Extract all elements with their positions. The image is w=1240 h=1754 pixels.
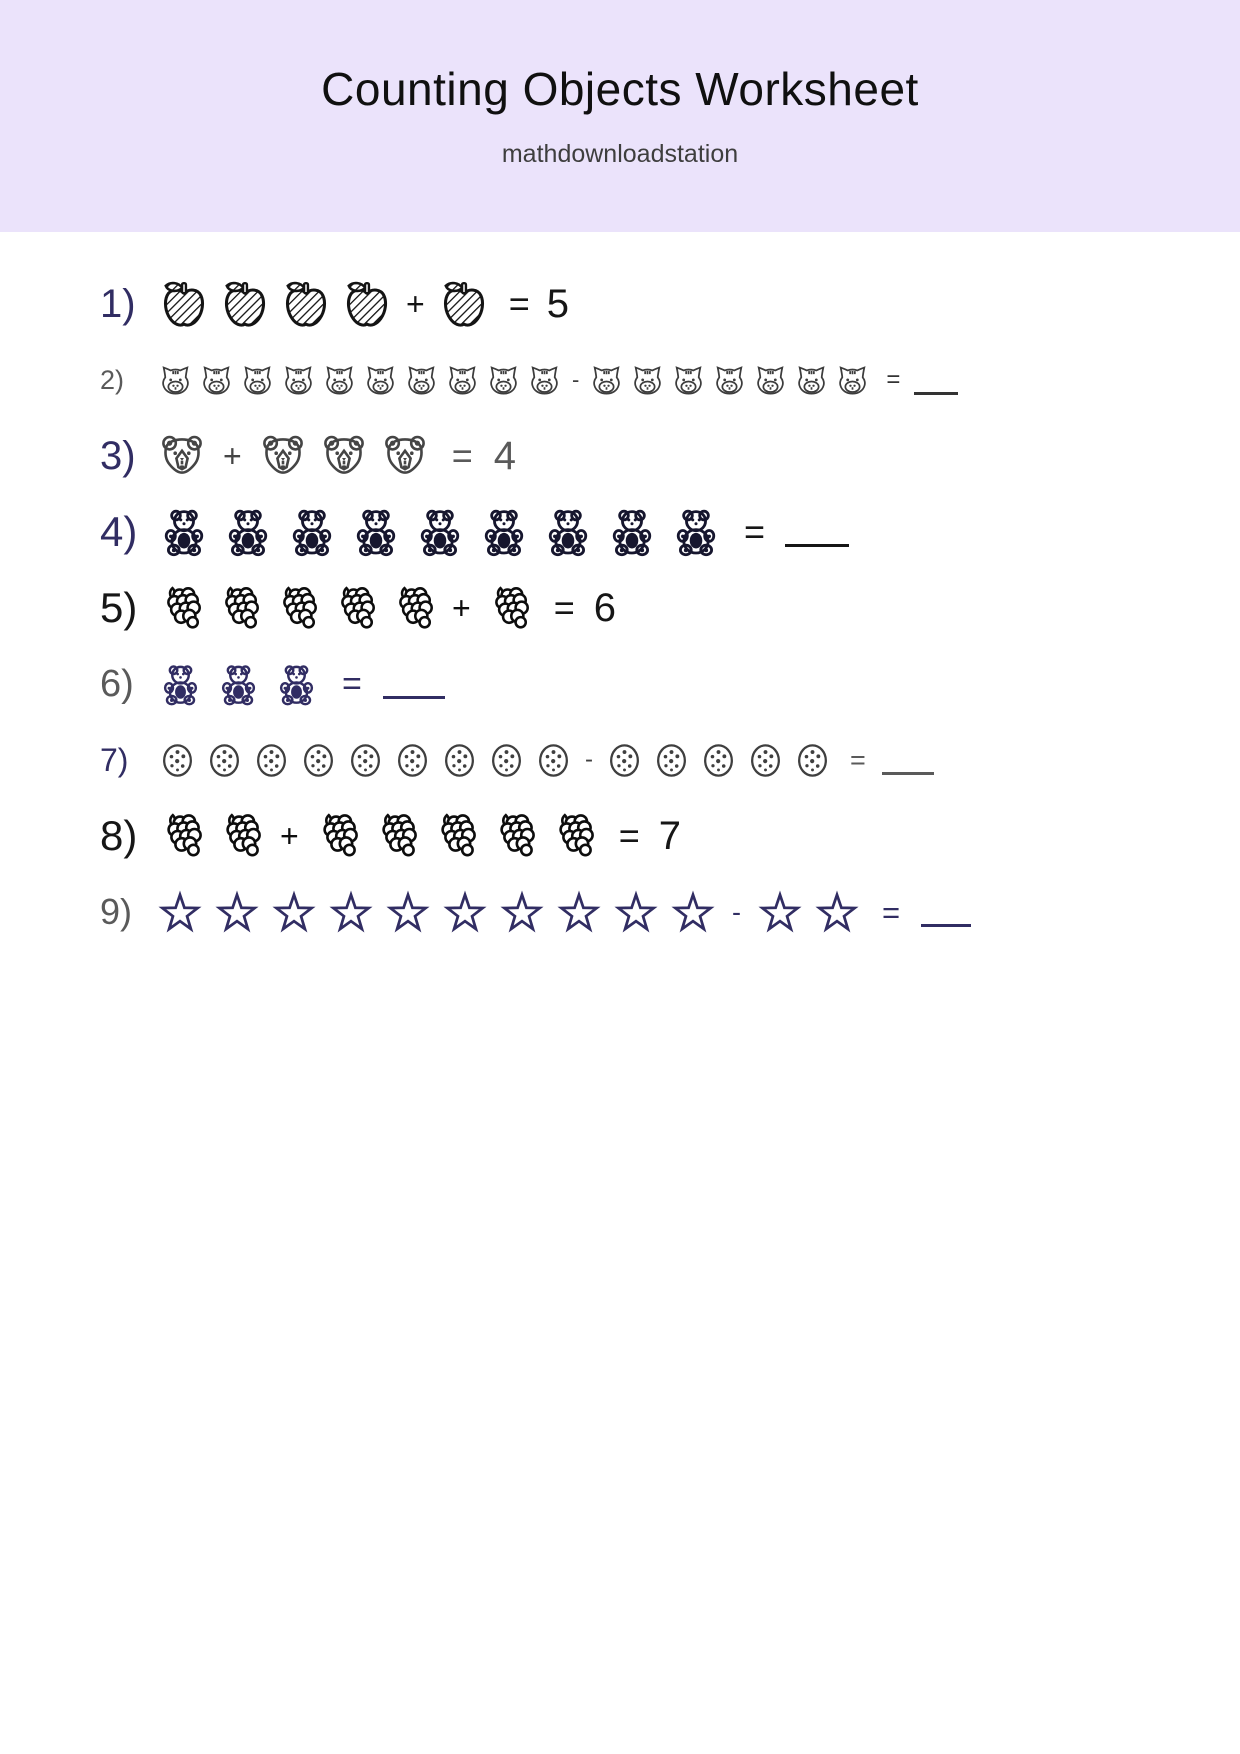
problem-row (100, 418, 1240, 494)
apple-icon (341, 278, 393, 330)
teddy-bear-icon (542, 506, 594, 558)
answer-value: 5 (546, 282, 569, 326)
grapes-icon (217, 812, 265, 860)
cat-icon (712, 363, 747, 398)
row-number: 8) (100, 812, 138, 859)
cat-icon (753, 363, 788, 398)
cookie-icon (252, 741, 291, 780)
problem-row (100, 722, 1240, 798)
problem-expression (158, 506, 849, 558)
grapes-icon (216, 585, 263, 632)
problem-expression (158, 662, 445, 707)
cookie-icon (487, 741, 526, 780)
apple-icon (438, 278, 490, 330)
problem-expression (158, 741, 934, 780)
problem-list (100, 266, 1240, 950)
plus-operator: + (452, 590, 471, 626)
equals-sign: = (744, 511, 766, 552)
equals-sign: = (618, 815, 640, 856)
grapes-icon (550, 812, 598, 860)
cat-icon (158, 363, 193, 398)
row-number: 2) (100, 364, 125, 395)
star-icon (443, 890, 487, 934)
cat-icon (630, 363, 665, 398)
bear-face-icon (381, 432, 429, 480)
cat-icon (404, 363, 439, 398)
row-number: 3) (100, 433, 136, 478)
answer-blank[interactable] (914, 382, 958, 395)
teddy-bear-icon (158, 662, 203, 707)
star-icon (215, 890, 259, 934)
equals-sign: = (342, 665, 362, 703)
grapes-icon (314, 812, 362, 860)
problem-row (100, 570, 1240, 646)
problem-expression (158, 363, 958, 398)
cookie-icon (746, 741, 785, 780)
star-icon (158, 890, 202, 934)
grapes-icon (274, 585, 321, 632)
cookie-icon (299, 741, 338, 780)
teddy-bear-icon (158, 506, 210, 558)
star-icon (758, 890, 802, 934)
cat-icon (527, 363, 562, 398)
teddy-bear-icon (670, 506, 722, 558)
grapes-icon (432, 812, 480, 860)
star-icon (500, 890, 544, 934)
problem-expression (158, 812, 681, 860)
problem-expression (158, 585, 616, 632)
grapes-icon (332, 585, 379, 632)
plus-operator: + (406, 286, 425, 322)
teddy-bear-icon (222, 506, 274, 558)
equals-sign: = (850, 744, 866, 775)
cookie-icon (205, 741, 244, 780)
plus-operator: + (280, 818, 299, 854)
cookie-icon (158, 741, 197, 780)
cookie-icon (393, 741, 432, 780)
equals-sign: = (508, 283, 530, 324)
cat-icon (589, 363, 624, 398)
minus-operator: - (585, 746, 593, 773)
problem-row (100, 494, 1240, 570)
answer-blank[interactable] (882, 762, 934, 775)
grapes-icon (158, 812, 206, 860)
cat-icon (835, 363, 870, 398)
cat-icon (486, 363, 521, 398)
apple-icon (280, 278, 332, 330)
grapes-icon (491, 812, 539, 860)
problem-expression (158, 278, 569, 330)
teddy-bear-icon (350, 506, 402, 558)
worksheet-header (0, 0, 1240, 232)
page-title: Counting Objects Worksheet (321, 63, 919, 115)
cookie-icon (534, 741, 573, 780)
equals-sign: = (886, 366, 901, 393)
teddy-bear-icon (414, 506, 466, 558)
star-icon (272, 890, 316, 934)
problem-expression (158, 890, 971, 934)
row-number: 7) (100, 741, 129, 778)
problem-row (100, 646, 1240, 722)
star-icon (671, 890, 715, 934)
cookie-icon (440, 741, 479, 780)
row-number: 1) (100, 281, 136, 326)
grapes-icon (390, 585, 437, 632)
problem-row (100, 266, 1240, 342)
cookie-icon (793, 741, 832, 780)
cookie-icon (346, 741, 385, 780)
row-number: 9) (100, 891, 133, 932)
apple-icon (158, 278, 210, 330)
cat-icon (199, 363, 234, 398)
cookie-icon (605, 741, 644, 780)
answer-blank[interactable] (383, 686, 445, 699)
star-icon (329, 890, 373, 934)
star-icon (386, 890, 430, 934)
row-number: 4) (100, 508, 138, 555)
problem-row (100, 874, 1240, 950)
minus-operator: - (572, 367, 580, 392)
teddy-bear-icon (286, 506, 338, 558)
cat-icon (281, 363, 316, 398)
equals-sign: = (451, 435, 473, 476)
star-icon (815, 890, 859, 934)
row-number: 6) (100, 662, 134, 705)
minus-operator: - (732, 896, 741, 927)
problem-expression (158, 432, 516, 480)
equals-sign: = (553, 587, 575, 628)
grapes-icon (158, 585, 205, 632)
teddy-bear-icon (478, 506, 530, 558)
star-icon (614, 890, 658, 934)
answer-value: 7 (658, 814, 681, 858)
cat-icon (363, 363, 398, 398)
cookie-icon (652, 741, 691, 780)
bear-face-icon (259, 432, 307, 480)
grapes-icon (486, 585, 533, 632)
answer-value: 4 (493, 434, 516, 478)
answer-value: 6 (593, 586, 616, 630)
equals-sign: = (882, 894, 901, 930)
cat-icon (794, 363, 829, 398)
cat-icon (240, 363, 275, 398)
cat-icon (445, 363, 480, 398)
bear-face-icon (158, 432, 206, 480)
page-subtitle: mathdownloadstation (501, 140, 739, 168)
cat-icon (322, 363, 357, 398)
plus-operator: + (223, 438, 242, 474)
star-icon (557, 890, 601, 934)
teddy-bear-icon (274, 662, 319, 707)
problem-row (100, 342, 1240, 418)
cookie-icon (699, 741, 738, 780)
bear-face-icon (320, 432, 368, 480)
row-number: 5) (100, 584, 138, 631)
cat-icon (671, 363, 706, 398)
apple-icon (219, 278, 271, 330)
answer-blank[interactable] (785, 534, 849, 547)
teddy-bear-icon (216, 662, 261, 707)
grapes-icon (373, 812, 421, 860)
answer-blank[interactable] (921, 914, 971, 927)
problem-row (100, 798, 1240, 874)
teddy-bear-icon (606, 506, 658, 558)
